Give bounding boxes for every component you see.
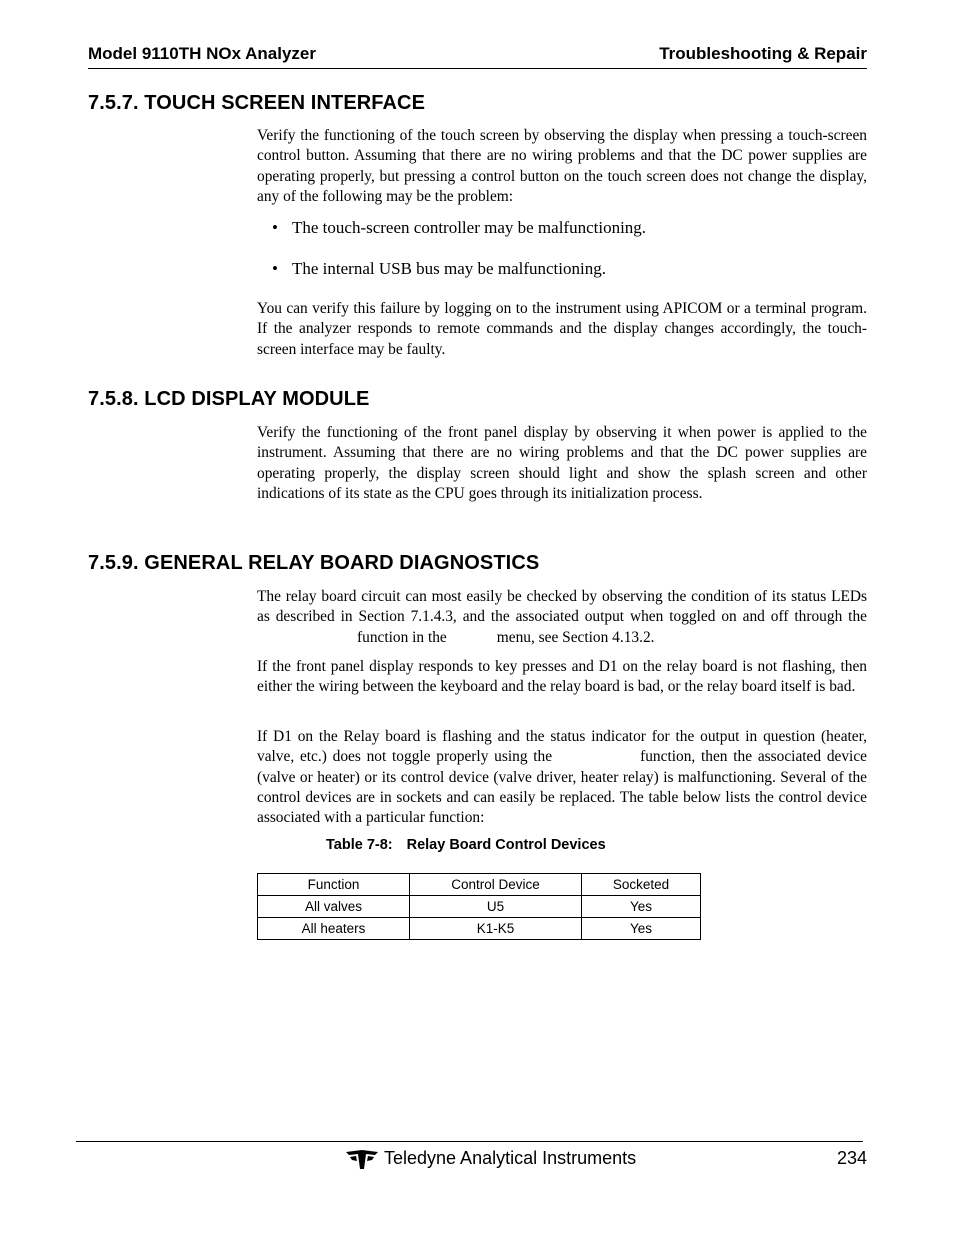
table-header-cell: Function: [258, 874, 410, 896]
table-cell: K1-K5: [410, 918, 582, 940]
table-caption-label: Table 7-8:: [326, 837, 393, 853]
lcd-display-paragraph: Verify the functioning of the front panel display by observing it when power is applied to the instrument. Assuming that there are no wiring problems and that the DC power supplies are operating properly, the display screen should light and show the splash screen and other indications of its state as the CPU goes through its initialization process.: [257, 424, 867, 502]
relay-board-paragraph-1: [257, 587, 867, 648]
section-title-touch-screen: 7.5.7. TOUCH SCREEN INTERFACE: [88, 92, 426, 114]
table-cell: Yes: [582, 896, 701, 918]
header-divider: [88, 68, 867, 69]
table-cell: All valves: [258, 896, 410, 918]
section-title-lcd-display: 7.5.8. LCD DISPLAY MODULE: [88, 388, 370, 410]
table-cell: Yes: [582, 918, 701, 940]
relay-p1-text-c: menu, see Section 4.13.2.: [496, 628, 655, 646]
table-row: [258, 918, 701, 940]
relay-control-devices-table: [257, 873, 701, 940]
relay-board-paragraph-2: If the front panel display responds to key presses and D1 on the relay board is not flashing, then either the wiring between the keyboard and the relay board is bad, or the relay board itself is bad.: [257, 658, 867, 696]
footer-divider: [76, 1141, 863, 1142]
table-caption: [326, 837, 606, 853]
header-chapter-title: Troubleshooting & Repair: [659, 44, 867, 63]
bullet-icon: •: [272, 259, 278, 278]
footer-page-number: 234: [836, 1148, 867, 1168]
header-model-title: Model 9110TH NOx Analyzer: [88, 44, 317, 63]
section-title-relay-board: 7.5.9. GENERAL RELAY BOARD DIAGNOSTICS: [88, 552, 540, 574]
teledyne-logo-icon: [345, 1148, 379, 1170]
list-item: [272, 259, 606, 279]
bullet-text: The touch-screen controller may be malfunctioning.: [292, 218, 647, 237]
relay-p1-text-b: function in the: [357, 628, 447, 646]
table-cell: U5: [410, 896, 582, 918]
touch-screen-verify-paragraph: You can verify this failure by logging on to the instrument using APICOM or a terminal program. If the analyzer responds to remote commands and the display changes accordingly, the touch-screen interface may be faulty.: [257, 300, 867, 358]
table-row: [258, 896, 701, 918]
relay-board-paragraph-3: [257, 727, 867, 828]
page-header: [88, 44, 867, 66]
relay-p3-text-a: If D1 on the Relay board is flashing and the status indicator for the output in question (heater, valve, etc.) does not toggle properly using the: [257, 728, 867, 766]
relay-p1-text-a: The relay board circuit can most easily be checked by observing the condition of its status LEDs as described in Section 7.1.4.3, and the associated output when toggled on and off through the: [257, 588, 867, 626]
list-item: [272, 218, 646, 238]
bullet-text: The internal USB bus may be malfunctioning.: [292, 259, 606, 278]
table-header-cell: Socketed: [582, 874, 701, 896]
table-cell: All heaters: [258, 918, 410, 940]
table-header-cell: Control Device: [410, 874, 582, 896]
bullet-icon: •: [272, 218, 278, 237]
relay-p3-text-b: function, then the associated device (valve or heater) or its control device (valve driver, heater relay) is malfunctioning. Several of the control devices are in sockets and can easily be replaced. The table below lists the control device associated with a particular function:: [257, 748, 867, 827]
footer-company-name: Teledyne Analytical Instruments: [384, 1148, 637, 1168]
table-caption-title: Relay Board Control Devices: [406, 837, 606, 853]
table-header-row: [258, 874, 701, 896]
touch-screen-intro-paragraph: Verify the functioning of the touch screen by observing the display when pressing a touch-screen control button. Assuming that there are no wiring problems and that the DC power supplies are operating properly, but pressing a control button on the touch screen does not change the display, any of the following may be the problem:: [257, 127, 867, 205]
